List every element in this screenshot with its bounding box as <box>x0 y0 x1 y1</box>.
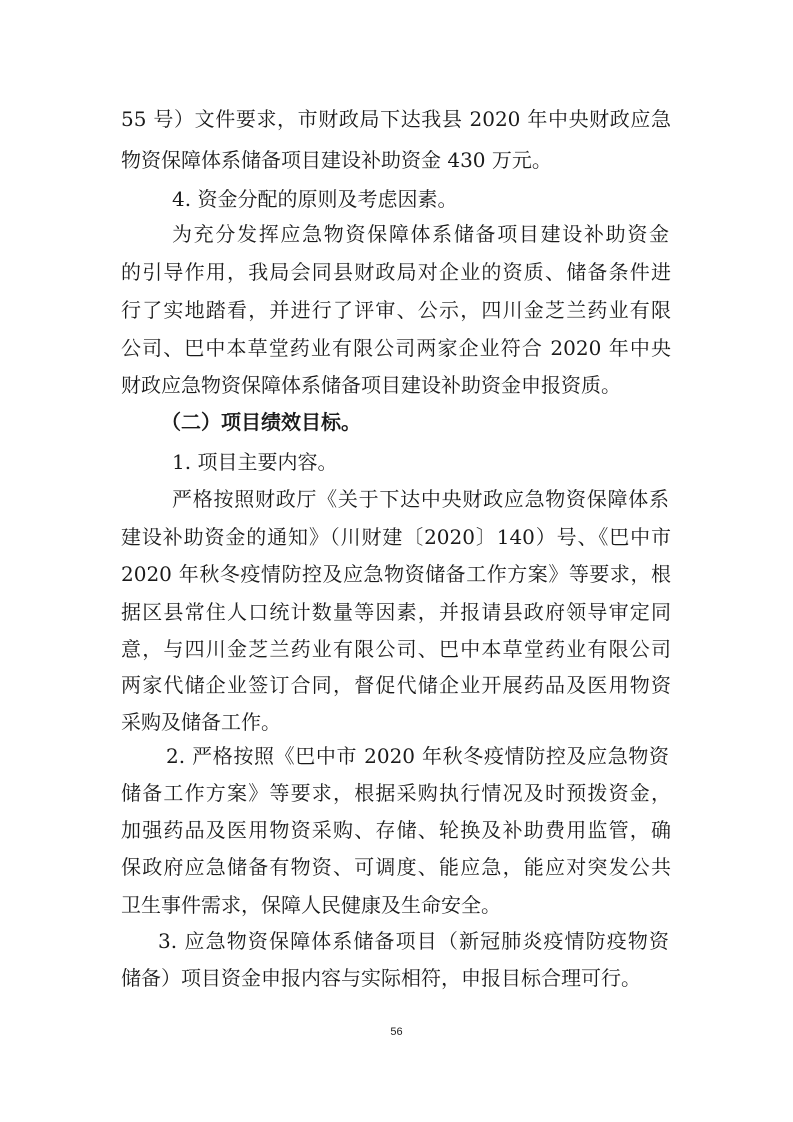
section-heading: （二）项目绩效目标。 <box>161 410 361 434</box>
text-line: 财政应急物资保障体系储备项目建设补助资金申报资质。 <box>121 373 621 397</box>
text-line: 严格按照财政厅《关于下达中央财政应急物资保障体系 <box>172 487 669 511</box>
text-line: 保政府应急储备有物资、可调度、能应急，能应对突发公共 <box>121 855 671 879</box>
text-line: 采购及储备工作。 <box>121 710 281 734</box>
text-line: 储备工作方案》等要求，根据采购执行情况及时预拨资金， <box>121 781 671 805</box>
text-line: 储备）项目资金申报内容与实际相符，申报目标合理可行。 <box>121 966 641 990</box>
text-line: 2020 年秋冬疫情防控及应急物资储备工作方案》等要求，根 <box>121 562 671 586</box>
text-line: 意，与四川金芝兰药业有限公司、巴中本草堂药业有限公司 <box>121 637 671 661</box>
text-line: 卫生事件需求，保障人民健康及生命安全。 <box>121 893 501 917</box>
text-line: 的引导作用，我局会同县财政局对企业的资质、储备条件进 <box>121 260 671 284</box>
text-line: 据区县常住人口统计数量等因素，并报请县政府领导审定同 <box>121 600 671 624</box>
text-line: 4. 资金分配的原则及考虑因素。 <box>172 187 458 211</box>
text-line: 加强药品及医用物资采购、存储、轮换及补助费用监管，确 <box>121 818 671 842</box>
text-line: 物资保障体系储备项目建设补助资金 430 万元。 <box>121 148 552 172</box>
text-line: 2. 严格按照《巴中市 2020 年秋冬疫情防控及应急物资 <box>166 744 669 768</box>
text-line: 行了实地踏看，并进行了评审、公示，四川金芝兰药业有限 <box>121 298 671 322</box>
text-line: 建设补助资金的通知》（川财建〔2020〕140）号、《巴中市 <box>121 525 671 549</box>
text-line: 55 号）文件要求，市财政局下达我县 2020 年中央财政应急 <box>121 107 671 131</box>
text-line: 3. 应急物资保障体系储备项目（新冠肺炎疫情防疫物资 <box>158 929 669 953</box>
text-line: 1. 项目主要内容。 <box>172 450 338 474</box>
text-line: 公司、巴中本草堂药业有限公司两家企业符合 2020 年中央 <box>121 336 671 360</box>
page-number: 56 <box>390 1026 403 1038</box>
text-line: 两家代储企业签订合同，督促代储企业开展药品及医用物资 <box>121 673 671 697</box>
text-line: 为充分发挥应急物资保障体系储备项目建设补助资金 <box>172 222 669 246</box>
